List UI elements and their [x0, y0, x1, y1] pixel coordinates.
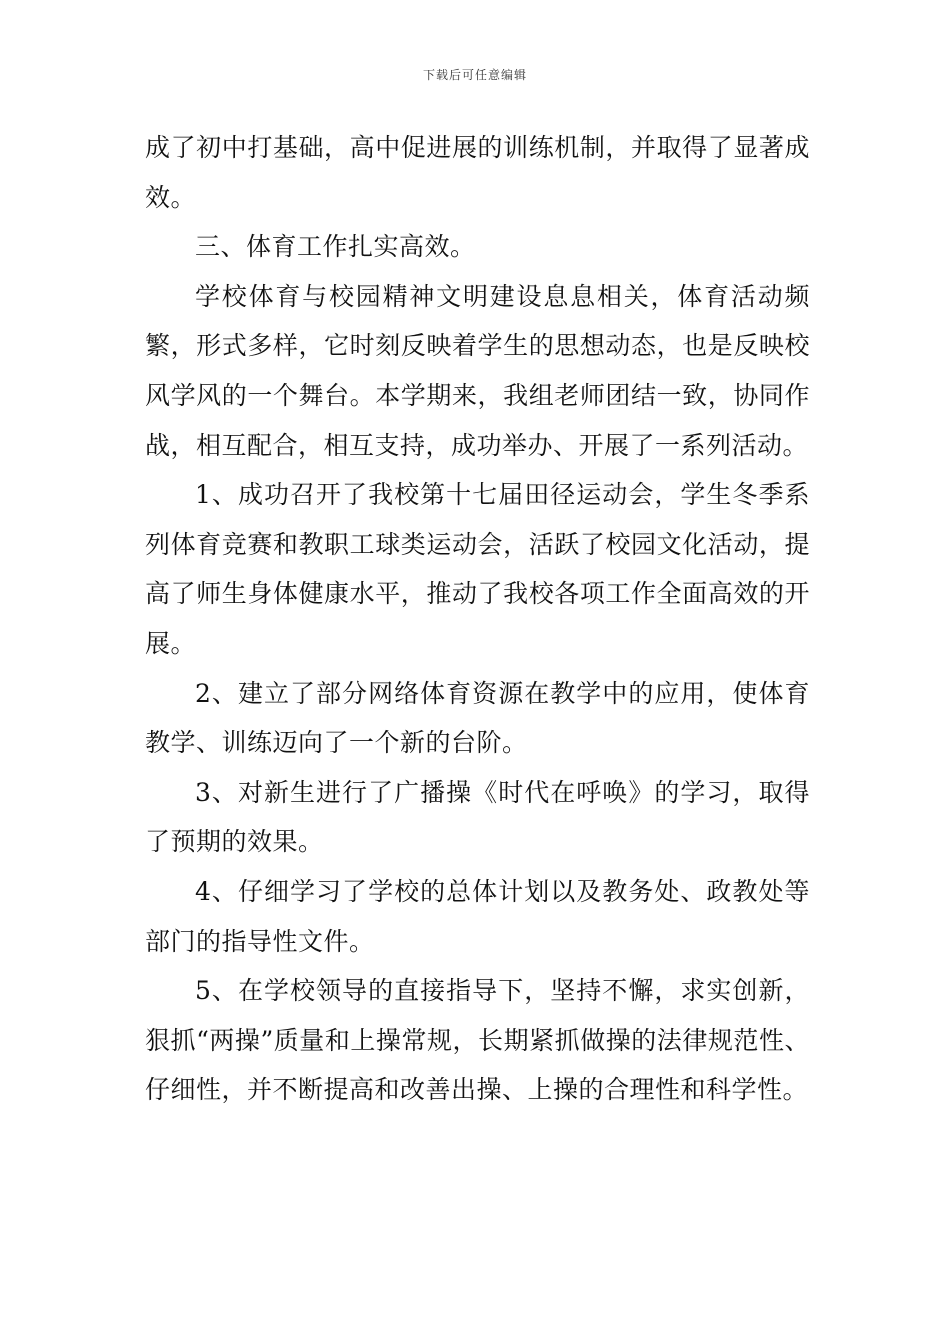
page-header: 下载后可任意编辑: [422, 68, 527, 82]
paragraph: 学校体育与校园精神文明建设息息相关，体育活动频繁，形式多样，它时刻反映着学生的思想动态，也是反映校风学风的一个舞台。本学期来，我组老师团结一致，协同作战，相互配合，相互支持，成功举办、开展了一系列活动。: [145, 281, 810, 460]
list-item: 2、建立了部分网络体育资源在教学中的应用，使体育教学、训练迈向了一个新的台阶。: [145, 678, 810, 758]
paragraph: 成了初中打基础，高中促进展的训练机制，并取得了显著成效。: [145, 133, 810, 212]
section-heading: 三、体育工作扎实高效。: [195, 232, 476, 262]
list-item: 4、仔细学习了学校的总体计划以及教务处、政教处等部门的指导性文件。: [145, 876, 810, 956]
list-item: 3、对新生进行了广播操《时代在呼唤》的学习，取得了预期的效果。: [145, 777, 810, 857]
document-body: [145, 123, 810, 1115]
list-item: 5、在学校领导的直接指导下，坚持不懈，求实创新，狠抓“两操”质量和上操常规，长期紧抓做操的法律规范性、仔细性，并不断提高和改善出操、上操的合理性和科学性。: [145, 976, 810, 1105]
list-item: 1、成功召开了我校第十七届田径运动会，学生冬季系列体育竞赛和教职工球类运动会，活跃了校园文化活动，提高了师生身体健康水平，推动了我校各项工作全面高效的开展。: [145, 480, 810, 658]
